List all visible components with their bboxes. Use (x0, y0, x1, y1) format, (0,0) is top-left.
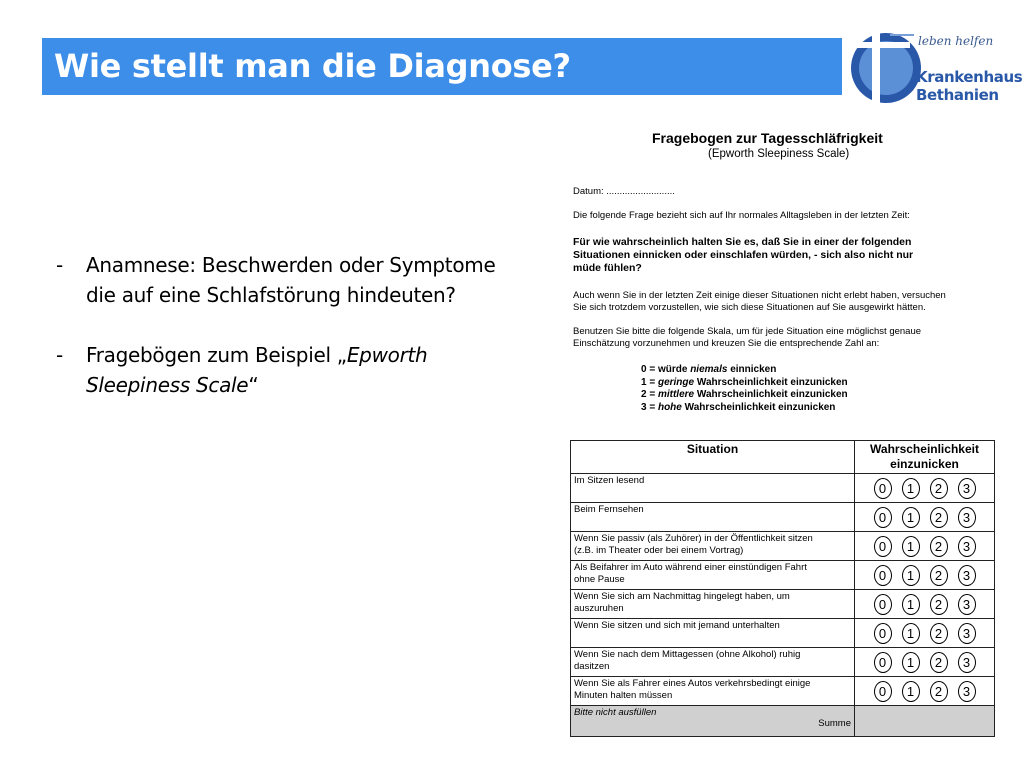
rating-options (855, 648, 995, 677)
logo-name-line1: Krankenhaus (916, 68, 1023, 86)
question-line: Für wie wahrscheinlich halten Sie es, daß Sie in einer der folgenden (573, 236, 912, 248)
scale-legend (641, 364, 848, 414)
rating-option-3[interactable]: 3 (958, 681, 976, 702)
situation-cell (571, 474, 855, 503)
table-row (571, 619, 995, 648)
scale-suffix: einnicken (727, 364, 777, 375)
rating-option-2[interactable]: 2 (930, 623, 948, 644)
sum-cell (571, 706, 855, 737)
situation-cell (571, 532, 855, 561)
situation-line: auszuruhen (574, 602, 624, 614)
questionnaire-subtitle: (Epworth Sleepiness Scale) (708, 148, 850, 160)
rating-option-1[interactable]: 1 (902, 536, 920, 557)
bullet-italic-text: Sleepiness Scale (86, 373, 249, 397)
situation-cell (571, 619, 855, 648)
bullet-frageboegen (56, 340, 536, 400)
questionnaire-title: Fragebogen zur Tagesschläfrigkeit (652, 130, 883, 146)
rating-option-1[interactable]: 1 (902, 565, 920, 586)
scale-emphasis: niemals (690, 364, 728, 375)
sum-row (571, 706, 995, 737)
rating-option-3[interactable]: 3 (958, 652, 976, 673)
rating-options (855, 503, 995, 532)
scale-emphasis: hohe (657, 401, 682, 413)
rating-option-1[interactable]: 1 (902, 681, 920, 702)
rating-option-0[interactable]: 0 (874, 594, 892, 615)
rating-option-2[interactable]: 2 (930, 681, 948, 702)
sum-label: Summe (818, 718, 851, 729)
rating-option-0[interactable]: 0 (874, 536, 892, 557)
table-row (571, 648, 995, 677)
rating-option-2[interactable]: 2 (930, 478, 948, 499)
rating-option-1[interactable]: 1 (902, 623, 920, 644)
rating-options (855, 619, 995, 648)
note-text (573, 290, 946, 314)
situation-line: Wenn Sie passiv (als Zuhörer) in der Öffentlichkeit sitzen (574, 533, 813, 544)
scale-suffix: Wahrscheinlichkeit einzunicken (694, 376, 848, 388)
situation-line: dasitzen (574, 660, 610, 672)
header-line: einzunicken (890, 457, 959, 471)
scale-item-0 (641, 364, 848, 377)
scale-suffix: Wahrscheinlichkeit einzunicken (681, 401, 836, 413)
table-row (571, 532, 995, 561)
situation-line: Wenn Sie nach dem Mittagessen (ohne Alkohol) ruhig (574, 649, 801, 660)
rating-option-2[interactable]: 2 (930, 507, 948, 528)
bullet-text-line: Anamnese: Beschwerden oder Symptome (86, 253, 496, 277)
rating-option-0[interactable]: 0 (874, 507, 892, 528)
title-bar (42, 38, 842, 95)
scale-emphasis: mittlere (657, 389, 695, 400)
rating-options (855, 532, 995, 561)
table-row (571, 677, 995, 706)
scale-item-1 (641, 377, 848, 390)
rating-option-3[interactable]: 3 (958, 507, 976, 528)
rating-options (855, 677, 995, 706)
logo-name-line2: Bethanien (916, 86, 999, 104)
situation-line: Wenn Sie sich am Nachmittag hingelegt haben, um (574, 591, 790, 602)
scale-prefix: 0 = würde (641, 364, 691, 375)
situation-line: Im Sitzen lesend (574, 475, 645, 486)
scale-emphasis: geringe (657, 376, 695, 388)
situation-line: (z.B. im Theater oder bei einem Vortrag) (574, 544, 744, 556)
slide-title: Wie stellt man die Diagnose? (54, 47, 571, 85)
logo-tagline: leben helfen (918, 34, 994, 48)
situation-cell (571, 677, 855, 706)
rating-options (855, 561, 995, 590)
rating-option-2[interactable]: 2 (930, 594, 948, 615)
situation-cell (571, 648, 855, 677)
scale-suffix: Wahrscheinlichkeit einzunicken (694, 389, 848, 400)
situation-line: Minuten halten müssen (574, 689, 673, 701)
rating-option-0[interactable]: 0 (874, 623, 892, 644)
situation-cell (571, 561, 855, 590)
rating-option-0[interactable]: 0 (874, 652, 892, 673)
rating-option-2[interactable]: 2 (930, 536, 948, 557)
situation-line: Wenn Sie sitzen und sich mit jemand unterhalten (574, 620, 780, 631)
rating-option-0[interactable]: 0 (874, 478, 892, 499)
column-header-probability (855, 441, 995, 474)
column-header-situation: Situation (571, 441, 855, 474)
scale-prefix: 1 = (641, 376, 658, 388)
datum-line: Datum: .......................... (573, 186, 675, 197)
situation-cell (571, 590, 855, 619)
table-row (571, 474, 995, 503)
rating-option-1[interactable]: 1 (902, 478, 920, 499)
bullet-list (56, 250, 536, 430)
situation-line: Wenn Sie als Fahrer eines Autos verkehrsbedingt einige (574, 678, 811, 689)
table-row (571, 590, 995, 619)
situation-table (570, 440, 995, 737)
situation-cell (571, 503, 855, 532)
bullet-dash: - (56, 253, 63, 277)
rating-option-2[interactable]: 2 (930, 565, 948, 586)
rating-option-1[interactable]: 1 (902, 652, 920, 673)
bullet-italic-text: Epworth (346, 343, 428, 367)
rating-option-1[interactable]: 1 (902, 507, 920, 528)
rating-option-3[interactable]: 3 (958, 565, 976, 586)
sum-note: Bitte nicht ausfüllen (574, 707, 657, 718)
question-text (573, 236, 913, 275)
bullet-text-line: die auf eine Schlafstörung hindeuten? (86, 283, 456, 307)
rating-option-3[interactable]: 3 (958, 536, 976, 557)
rating-option-1[interactable]: 1 (902, 594, 920, 615)
situation-line: Als Beifahrer im Auto während einer einstündigen Fahrt (574, 562, 807, 573)
rating-option-3[interactable]: 3 (958, 478, 976, 499)
question-line: müde fühlen? (573, 262, 642, 274)
rating-options (855, 590, 995, 619)
note-line: Sie sich trotzdem vorzustellen, wie sich diese Situationen auf Sie ausgewirkt hätten. (573, 302, 926, 313)
scale-item-3 (641, 402, 848, 415)
instruction-line: Einschätzung vorzunehmen und kreuzen Sie die entsprechende Zahl an: (573, 338, 880, 349)
rating-option-3[interactable]: 3 (958, 594, 976, 615)
scale-prefix: 3 = (641, 401, 658, 413)
rating-option-0[interactable]: 0 (874, 565, 892, 586)
scale-item-2 (641, 389, 848, 402)
sum-value-cell (855, 706, 995, 737)
instruction-line: Benutzen Sie bitte die folgende Skala, um für jede Situation eine möglichst genaue (573, 326, 922, 337)
rating-options (855, 474, 995, 503)
instruction-text (573, 326, 921, 350)
table-row (571, 503, 995, 532)
rating-option-0[interactable]: 0 (874, 681, 892, 702)
situation-line: Beim Fernsehen (574, 504, 644, 515)
note-line: Auch wenn Sie in der letzten Zeit einige dieser Situationen nicht erlebt haben, versuchen (573, 290, 946, 301)
rating-option-3[interactable]: 3 (958, 623, 976, 644)
rating-option-2[interactable]: 2 (930, 652, 948, 673)
bullet-anamnese (56, 250, 536, 310)
question-line: Situationen einnicken oder einschlafen würden, - sich also nicht nur (573, 249, 914, 261)
bullet-dash: - (56, 343, 63, 367)
bullet-text: Fragebögen zum Beispiel „ (86, 343, 347, 367)
situation-line: ohne Pause (574, 573, 625, 585)
header-line: Wahrscheinlichkeit (870, 442, 979, 456)
intro-text: Die folgende Frage bezieht sich auf Ihr normales Alltagsleben in der letzten Zeit: (573, 210, 910, 221)
hospital-logo (848, 30, 1023, 106)
bullet-text: “ (248, 373, 259, 397)
epworth-questionnaire (556, 118, 1006, 754)
table-row (571, 561, 995, 590)
scale-prefix: 2 = (641, 389, 658, 400)
